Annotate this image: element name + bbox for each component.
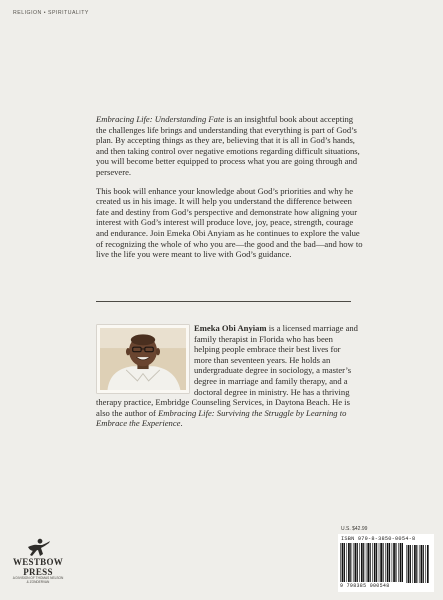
barcode-bars <box>340 543 404 583</box>
publisher-name: WESTBOW PRESS <box>12 557 64 577</box>
book-title-inline: Embracing Life: Understanding Fate <box>96 114 225 124</box>
publisher-tagline: A DIVISION OF THOMAS NELSON & ZONDERVAN <box>12 576 64 584</box>
description-paragraph-2: This book will enhance your knowledge about God’s priorities and why he created us in his image. It will help you understand the difference between fate and destiny from God’s perspective and demonstrate how aligning your interest with God’s interest will produce love, joy, peace, strength, courage and endurance. Join Emeka Obi Anyiam as he continues to explore the value of recognizing the whole of who you are—the good and the bad—and how to live the life you were meant to live with God’s guidance. <box>96 185 363 260</box>
author-bio-end: . <box>180 418 183 429</box>
description-paragraph-1 <box>96 114 364 178</box>
barcode <box>338 534 434 592</box>
section-divider <box>96 301 351 302</box>
author-bio-text: is a licensed marriage and family therapist in Florida who has been helping people embrace their best lives for more than seventeen years. He holds an undergraduate degree in sociology, a master’s degree in marriage and family therapy, and a doctoral degree in ministry. He has a thriving therapy practice, Embridge Counseling Services, in Daytona Beach. He is also the author of <box>96 323 358 418</box>
barcode-addon-bars <box>406 545 430 583</box>
isbn-label: ISBN 979-8-3850-0054-8 <box>341 536 416 542</box>
author-name: Emeka Obi Anyiam <box>194 323 267 333</box>
barcode-digits: 9 798385 000548 <box>340 583 390 589</box>
author-bio <box>96 323 358 429</box>
publisher-runner-icon <box>25 538 51 558</box>
previous-book-title: Embracing Life: Surviving the Struggle by Learning to Embrace the Experience <box>96 407 347 429</box>
category-label: RELIGION • SPIRITUALITY <box>13 10 89 16</box>
description-paragraph-1-text: is an insightful book about accepting the challenges life brings and understanding that everything is part of God’s plan. By accepting things as they are, believing that it is all in God’s hands, and then taking control over negative emotions regarding difficult situations, you will become better equipped to process what you are going through and persevere. <box>96 114 360 177</box>
book-description <box>96 114 364 268</box>
publisher-logo <box>12 538 64 585</box>
price-label: U.S. $42.99 <box>341 526 368 532</box>
